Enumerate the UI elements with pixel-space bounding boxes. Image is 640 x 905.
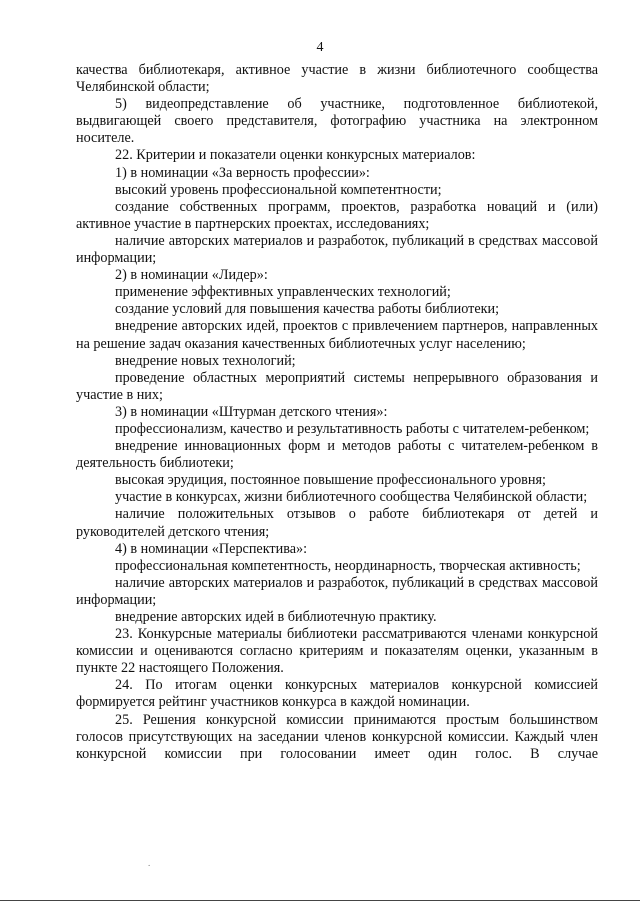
paragraph: 3) в номинации «Штурман детского чтения»: — [115, 403, 388, 420]
paragraph: профессиональная компетентность, неординарность, творческая активность; — [115, 557, 581, 574]
paragraph: 4) в номинации «Перспектива»: — [115, 540, 308, 557]
paragraph: проведение областных мероприятий системы непрерывного образования и участие в них; — [76, 369, 598, 403]
paragraph: наличие авторских материалов и разработок, публикаций в средствах массовой информации; — [76, 574, 598, 608]
scan-mark: . — [148, 858, 151, 868]
paragraph: применение эффективных управленческих технологий; — [115, 284, 451, 301]
paragraph: участие в конкурсах, жизни библиотечного сообщества Челябинской области; — [115, 489, 588, 506]
paragraph: 23. Конкурсные материалы библиотеки рассматриваются членами конкурсной комиссии и оцениваются согласно критериям и показателям оценки, указанным в пункте 22 настоящего Положения. — [76, 626, 598, 677]
paragraph: 5) видеопредставление об участнике, подготовленное библиотекой, выдвигающей своего представителя, фотографию участника на электронном носителе. — [76, 96, 598, 147]
page-bottom-edge — [0, 900, 640, 901]
paragraph: высокая эрудиция, постоянное повышение профессионального уровня; — [115, 472, 546, 489]
paragraph: 25. Решения конкурсной комиссии принимаются простым большинством голосов присутствующих на заседании членов конкурсной комиссии. Каждый член конкурсной комиссии при голосовании имеет один голос. В случае — [76, 711, 598, 762]
page-number: 4 — [316, 40, 324, 55]
paragraph: 24. По итогам оценки конкурсных материалов конкурсной комиссией формируется рейтинг участников конкурса в каждой номинации. — [76, 677, 598, 711]
paragraph: профессионализм, качество и результативность работы с читателем-ребенком; — [115, 420, 590, 437]
document-body — [76, 62, 598, 763]
paragraph: внедрение авторских идей, проектов с привлечением партнеров, направленных на решение задач оказания качественных библиотечных услуг населению; — [76, 318, 598, 352]
paragraph: создание собственных программ, проектов, разработка новаций и (или) активное участие в партнерских проектах, исследованиях; — [76, 198, 598, 232]
paragraph: 22. Критерии и показатели оценки конкурсных материалов: — [115, 147, 476, 164]
paragraph: высокий уровень профессиональной компетентности; — [115, 181, 442, 198]
paragraph: наличие положительных отзывов о работе библиотекаря от детей и руководителей детского чтения; — [76, 506, 598, 540]
paragraph: внедрение новых технологий; — [115, 352, 296, 369]
paragraph: качества библиотекаря, активное участие в жизни библиотечного сообщества Челябинской области; — [76, 62, 598, 96]
paragraph: создание условий для повышения качества работы библиотеки; — [115, 301, 500, 318]
paragraph: внедрение авторских идей в библиотечную практику. — [115, 609, 437, 625]
paragraph: внедрение инновационных форм и методов работы с читателем-ребенком в деятельность библиотеки; — [76, 438, 598, 472]
paragraph: 1) в номинации «За верность профессии»: — [115, 164, 370, 181]
paragraph: 2) в номинации «Лидер»: — [115, 267, 268, 284]
paragraph: наличие авторских материалов и разработок, публикаций в средствах массовой информации; — [76, 232, 598, 267]
